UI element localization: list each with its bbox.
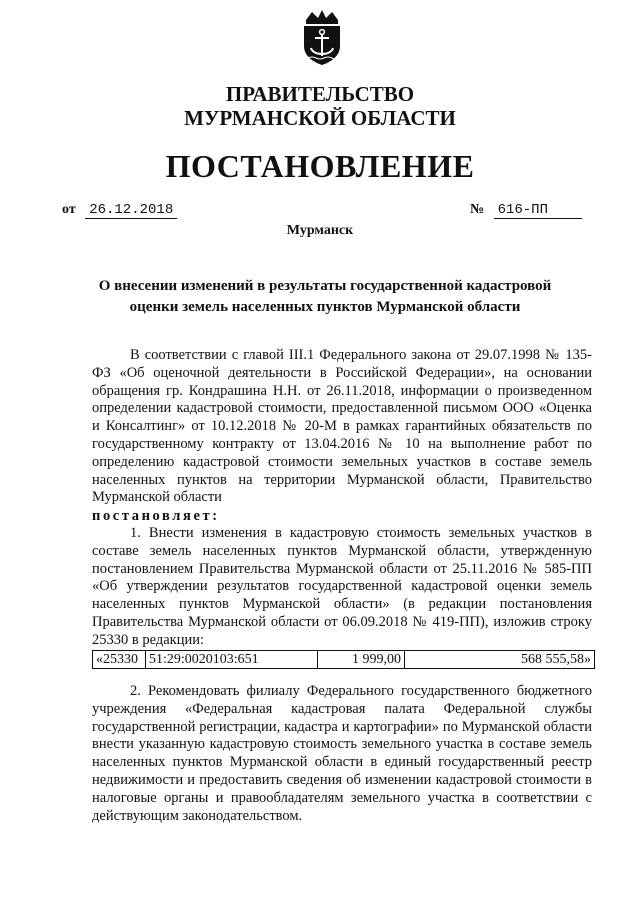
table-cell-cadastral-number: 51:29:0020103:651 (146, 651, 318, 669)
cadastral-value-table (92, 650, 595, 669)
table-cell-cadastral-value: 568 555,58» (405, 651, 595, 669)
document-subject (90, 276, 560, 318)
subject-line2: оценки земель населенных пунктов Мурманской области (129, 299, 521, 315)
date-label: от (62, 202, 76, 217)
paragraph-item-1: 1. Внести изменения в кадастровую стоимость земельных участков в составе земель населенных пунктов Мурманской области, утвержденную постановлением Правительства Мурманской области от 25.11.2016 № 585-ПП «Об утверждении результатов государственной кадастровой оценки земель населенных пунктов Мурманской области» (в редакции постановления Правительства Мурманской области от 06.09.2018 № 419-ПП), изложив строку 25330 в редакции: (92, 525, 592, 648)
number-label: № (470, 202, 485, 217)
subject-line1: О внесении изменений в результаты государственной кадастровой (98, 278, 552, 294)
paragraph-item-2: 2. Рекомендовать филиалу Федерального государственного бюджетного учреждения «Федеральная кадастровая палата Федеральной службы государственной регистрации, кадастра и картографии» по Мурманской области внести указанную кадастровую стоимость земельного участка в составе земель населенных пунктов Мурманской области в единый государственный реестр недвижимости и предоставить сведения об изменении кадастровой стоимости в налоговые органы и правообладателям земельного участка в соответствии с действующим законодательством. (92, 683, 592, 824)
paragraph-preamble: В соответствии с главой III.1 Федерального закона от 29.07.1998 № 135-ФЗ «Об оценочной деятельности в Российской Федерации», на основании обращения гр. Кондрашина Н.Н. от 26.11.2018, информации о произведенном определении кадастровой стоимости, предоставленной письмом ООО «Оценка и Консалтинг» от 10.12.2018 № 20-М в рамках гарантийных обязательств по государственному контракту от 13.04.2016 № 10 на выполнение работ по определению кадастровой стоимости земельных участков в составе земель населенных пунктов на территории Мурманской области, Правительство Мурманской области (92, 347, 592, 506)
coat-of-arms-icon (298, 10, 346, 66)
table-cell-specific-value: 1 999,00 (318, 651, 405, 669)
table-cell-row-number: «25330 (93, 651, 146, 669)
city-name: Мурманск (286, 223, 354, 238)
date-row (62, 202, 177, 219)
decree-word: постановляет: (92, 508, 220, 524)
table-row (93, 651, 595, 669)
document-type-title: ПОСТАНОВЛЕНИЕ (165, 148, 475, 184)
number-row (470, 202, 582, 219)
government-title-line1: ПРАВИТЕЛЬСТВО (225, 82, 415, 106)
government-title-line2: МУРМАНСКОЙ ОБЛАСТИ (184, 106, 456, 130)
date-value: 26.12.2018 (85, 202, 177, 219)
number-value: 616-ПП (494, 202, 582, 219)
